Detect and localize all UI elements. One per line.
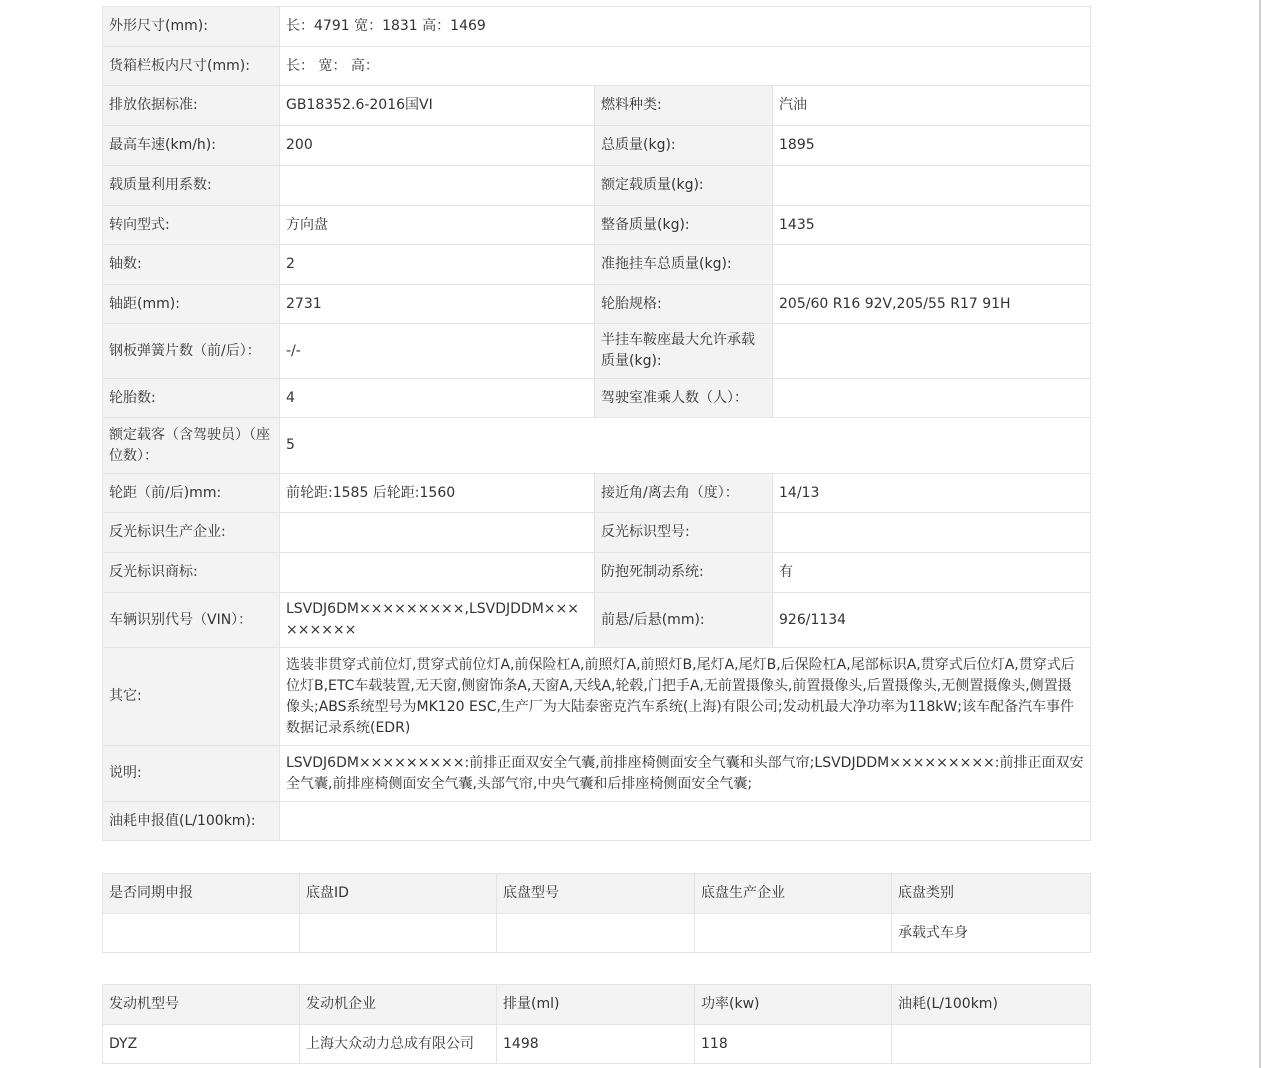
- total-mass-label: 总质量(kg):: [595, 126, 773, 166]
- track-value: 前轮距:1585 后轮距:1560: [280, 474, 595, 513]
- fuel-consumption-value: [280, 802, 1091, 841]
- column-header: 底盘类别: [892, 874, 1091, 914]
- table-row: [103, 7, 1091, 47]
- steering-value: 方向盘: [280, 206, 595, 245]
- table-cell: [892, 1025, 1091, 1064]
- table-row: [103, 418, 1091, 474]
- table-cell: [497, 914, 695, 953]
- vin-label: 车辆识别代号（VIN）：: [103, 593, 280, 648]
- table-cell: 118: [695, 1025, 892, 1064]
- axles-label: 轴数:: [103, 245, 280, 285]
- tire-spec-value: 205/60 R16 92V,205/55 R17 91H: [773, 285, 1091, 324]
- reflector-brand-label: 反光标识商标:: [103, 553, 280, 593]
- fuel-type-label: 燃料种类:: [595, 86, 773, 126]
- table-cell: [103, 914, 300, 953]
- column-header: 底盘型号: [497, 874, 695, 914]
- table-row: [103, 593, 1091, 648]
- fuel-consumption-label: 油耗申报值(L/100km):: [103, 802, 280, 841]
- approach-angle-label: 接近角/离去角（度）：: [595, 474, 773, 513]
- saddle-load-value: [773, 324, 1091, 379]
- trailer-mass-label: 准拖挂车总质量(kg):: [595, 245, 773, 285]
- wheelbase-label: 轴距(mm):: [103, 285, 280, 324]
- approach-angle-value: 14/13: [773, 474, 1091, 513]
- seats-label: 额定载客（含驾驶员）（座位数）：: [103, 418, 280, 474]
- column-header: 油耗(L/100km): [892, 985, 1091, 1025]
- cargo-size-label: 货箱栏板内尺寸(mm):: [103, 47, 280, 86]
- table-row: [103, 285, 1091, 324]
- curb-mass-label: 整备质量(kg):: [595, 206, 773, 245]
- table-row: [103, 126, 1091, 166]
- vin-value: LSVDJ6DM×××××××××,LSVDJDDM×××××××××: [280, 593, 595, 648]
- table-row: [103, 1025, 1091, 1064]
- table-cell: [695, 914, 892, 953]
- table-row: [103, 914, 1091, 953]
- table-row: [103, 324, 1091, 379]
- column-header: 发动机型号: [103, 985, 300, 1025]
- cargo-size-value: 长： 宽： 高：: [280, 47, 1091, 86]
- load-util-value: [280, 166, 595, 206]
- saddle-load-label: 半挂车鞍座最大允许承载质量(kg):: [595, 324, 773, 379]
- table-cell: [300, 914, 497, 953]
- table-row: [103, 513, 1091, 553]
- page-scrollbar-edge: [1259, 0, 1261, 1068]
- overhang-label: 前悬/后悬(mm):: [595, 593, 773, 648]
- tire-count-label: 轮胎数:: [103, 379, 280, 418]
- table-row: [103, 474, 1091, 513]
- table-row: [103, 166, 1091, 206]
- table-cell: 上海大众动力总成有限公司: [300, 1025, 497, 1064]
- table-row: [103, 379, 1091, 418]
- reflector-maker-value: [280, 513, 595, 553]
- column-header: 发动机企业: [300, 985, 497, 1025]
- cab-capacity-label: 驾驶室准乘人数（人）：: [595, 379, 773, 418]
- overhang-value: 926/1134: [773, 593, 1091, 648]
- column-header: 底盘ID: [300, 874, 497, 914]
- emission-label: 排放依据标准:: [103, 86, 280, 126]
- table-row: [103, 47, 1091, 86]
- load-util-label: 载质量利用系数:: [103, 166, 280, 206]
- track-label: 轮距（前/后)mm:: [103, 474, 280, 513]
- spec-table: [102, 6, 1091, 841]
- rated-load-label: 额定载质量(kg):: [595, 166, 773, 206]
- steering-label: 转向型式:: [103, 206, 280, 245]
- table-row: [103, 802, 1091, 841]
- cab-capacity-value: [773, 379, 1091, 418]
- other-label: 其它:: [103, 648, 280, 746]
- column-header: 排量(ml): [497, 985, 695, 1025]
- reflector-brand-value: [280, 553, 595, 593]
- table-row: [103, 86, 1091, 126]
- table-row: [103, 746, 1091, 802]
- reflector-model-label: 反光标识型号:: [595, 513, 773, 553]
- abs-value: 有: [773, 553, 1091, 593]
- tire-count-value: 4: [280, 379, 595, 418]
- leaf-spring-label: 钢板弹簧片数（前/后）：: [103, 324, 280, 379]
- wheelbase-value: 2731: [280, 285, 595, 324]
- fuel-type-value: 汽油: [773, 86, 1091, 126]
- trailer-mass-value: [773, 245, 1091, 285]
- table-row: [103, 245, 1091, 285]
- table-row: [103, 553, 1091, 593]
- abs-label: 防抱死制动系统:: [595, 553, 773, 593]
- table-row: [103, 648, 1091, 746]
- dimensions-value: 长：4791 宽：1831 高：1469: [280, 7, 1091, 47]
- max-speed-value: 200: [280, 126, 595, 166]
- column-header: 功率(kw): [695, 985, 892, 1025]
- table-header-row: [103, 985, 1091, 1025]
- table-cell: 1498: [497, 1025, 695, 1064]
- reflector-model-value: [773, 513, 1091, 553]
- note-label: 说明:: [103, 746, 280, 802]
- engine-table: [102, 984, 1091, 1064]
- vehicle-spec-page: [102, 6, 1090, 1064]
- emission-value: GB18352.6-2016国VI: [280, 86, 595, 126]
- table-header-row: [103, 874, 1091, 914]
- table-cell: 承载式车身: [892, 914, 1091, 953]
- note-value: LSVDJ6DM×××××××××:前排正面双安全气囊,前排座椅侧面安全气囊和头部气帘;LSVDJDDM×××××××××:前排正面双安全气囊,前排座椅侧面安全气囊,头部气帘,中央气囊和后排座椅侧面安全气囊;: [280, 746, 1091, 802]
- axles-value: 2: [280, 245, 595, 285]
- leaf-spring-value: -/-: [280, 324, 595, 379]
- table-row: [103, 206, 1091, 245]
- rated-load-value: [773, 166, 1091, 206]
- max-speed-label: 最高车速(km/h):: [103, 126, 280, 166]
- chassis-table: [102, 873, 1091, 953]
- table-cell: DYZ: [103, 1025, 300, 1064]
- column-header: 是否同期申报: [103, 874, 300, 914]
- curb-mass-value: 1435: [773, 206, 1091, 245]
- column-header: 底盘生产企业: [695, 874, 892, 914]
- tire-spec-label: 轮胎规格:: [595, 285, 773, 324]
- total-mass-value: 1895: [773, 126, 1091, 166]
- reflector-maker-label: 反光标识生产企业:: [103, 513, 280, 553]
- dimensions-label: 外形尺寸(mm):: [103, 7, 280, 47]
- seats-value: 5: [280, 418, 1091, 474]
- other-value: 选装非贯穿式前位灯,贯穿式前位灯A,前保险杠A,前照灯A,前照灯B,尾灯A,尾灯B,后保险杠A,尾部标识A,贯穿式后位灯A,贯穿式后位灯B,ETC车载装置,无天窗,侧窗饰条A,天窗A,天线A,轮毂,门把手A,无前置摄像头,前置摄像头,后置摄像头,无侧置摄像头,侧置摄像头;ABS系统型号为MK120 ESC,生产厂为大陆泰密克汽车系统(上海)有限公司;发动机最大净功率为118kW;该车配备汽车事件数据记录系统(EDR): [280, 648, 1091, 746]
